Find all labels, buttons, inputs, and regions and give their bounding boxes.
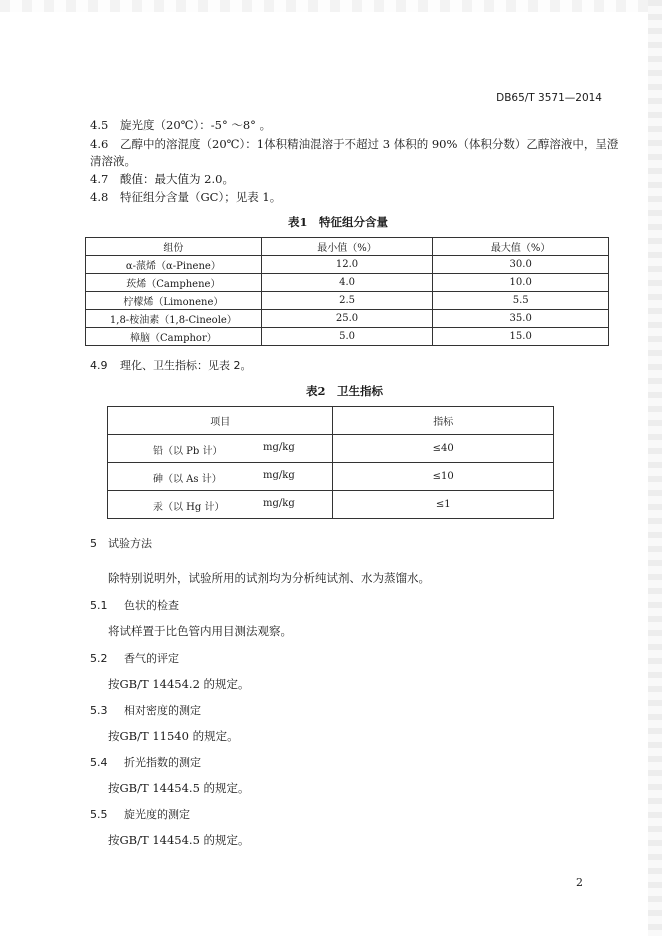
section-title: 旋光度的测定 (124, 808, 190, 821)
item-unit: mg/kg (263, 442, 295, 453)
component-name: 1,8-桉油素（1,8-Cineole） (86, 310, 262, 328)
table-row (86, 328, 609, 346)
clause-text: 旋光度（20℃）：-5° ～8° 。 (120, 118, 272, 132)
item-unit: mg/kg (263, 498, 295, 509)
column-header: 最小值（%） (261, 238, 433, 256)
section-number: 5 (90, 537, 97, 550)
section-number: 5.3 (90, 704, 108, 717)
column-header: 组份 (86, 238, 262, 256)
item-name: 砷（以 As 计） (153, 474, 222, 485)
limit-value: ≤10 (333, 463, 554, 491)
clause-text: 特征组分含量（GC）；见表 1。 (120, 190, 282, 204)
table-header-row (108, 407, 554, 435)
clause-text: 乙醇中的溶混度（20℃）：1体积精油混溶于不超过 3 体积的 90%（体积分数）乙醇溶液中，呈澄 (120, 137, 619, 151)
max-value: 15.0 (433, 328, 609, 346)
section-title: 相对密度的测定 (124, 704, 201, 717)
section-number: 5.1 (90, 599, 108, 612)
component-name: 莰烯（Camphene） (86, 274, 262, 292)
subsection-5-3-body: 按GB/T 11540 的规定。 (108, 729, 239, 743)
table-row (86, 310, 609, 328)
item-name: 汞（以 Hg 计） (153, 502, 225, 513)
table-row (108, 491, 554, 519)
min-value: 12.0 (261, 256, 433, 274)
subsection-5-2-body: 按GB/T 14454.2 的规定。 (108, 677, 250, 691)
document-code: DB65/T 3571—2014 (496, 92, 602, 104)
max-value: 30.0 (433, 256, 609, 274)
min-value: 25.0 (261, 310, 433, 328)
table-row (108, 435, 554, 463)
clause-4-6-continuation: 清溶液。 (90, 154, 136, 168)
clause-number: 4.8 (90, 190, 109, 204)
item-cell (108, 491, 333, 519)
limit-value: ≤40 (333, 435, 554, 463)
scan-edge-top (0, 0, 662, 12)
min-value: 5.0 (261, 328, 433, 346)
table-header-row (86, 238, 609, 256)
max-value: 5.5 (433, 292, 609, 310)
clause-text: 酸值：最大值为 2.0。 (120, 172, 234, 186)
item-cell (108, 463, 333, 491)
clause-4-5 (90, 117, 271, 133)
item-unit: mg/kg (263, 470, 295, 481)
max-value: 10.0 (433, 274, 609, 292)
column-header: 指标 (333, 407, 554, 435)
subsection-5-5-heading (90, 806, 190, 822)
clause-4-6 (90, 136, 618, 152)
section-title: 香气的评定 (124, 652, 179, 665)
subsection-5-5-body: 按GB/T 14454.5 的规定。 (108, 833, 250, 847)
section-title: 色状的检查 (124, 599, 179, 612)
section-number: 5.2 (90, 652, 108, 665)
section-title: 试验方法 (108, 537, 152, 550)
subsection-5-4-heading (90, 754, 201, 770)
component-name: 柠檬烯（Limonene） (86, 292, 262, 310)
section-number: 5.4 (90, 756, 108, 769)
table-row (86, 292, 609, 310)
max-value: 35.0 (433, 310, 609, 328)
item-name: 铅（以 Pb 计） (153, 446, 223, 457)
subsection-5-1-heading (90, 597, 179, 613)
table-row (86, 274, 609, 292)
column-header: 项目 (108, 407, 333, 435)
component-content-table (85, 237, 609, 346)
min-value: 4.0 (261, 274, 433, 292)
table2-caption: 表2 卫生指标 (306, 384, 384, 398)
section-title: 折光指数的测定 (124, 756, 201, 769)
section-number: 5.5 (90, 808, 108, 821)
section-5-heading (90, 535, 152, 551)
subsection-5-3-heading (90, 702, 201, 718)
component-name: α-蒎烯（α-Pinene） (86, 256, 262, 274)
clause-number: 4.9 (90, 359, 108, 372)
scan-edge-right (648, 0, 662, 936)
hygiene-index-table (107, 406, 554, 519)
table1-caption: 表1 特征组分含量 (288, 215, 389, 229)
clause-number: 4.5 (90, 118, 109, 132)
clause-4-7 (90, 171, 234, 187)
item-cell (108, 435, 333, 463)
subsection-5-4-body: 按GB/T 14454.5 的规定。 (108, 781, 250, 795)
page-number: 2 (576, 876, 583, 889)
limit-value: ≤1 (333, 491, 554, 519)
column-header: 最大值（%） (433, 238, 609, 256)
clause-number: 4.7 (90, 172, 109, 186)
section-5-intro: 除特别说明外，试验所用的试剂均为分析纯试剂、水为蒸馏水。 (108, 571, 430, 585)
min-value: 2.5 (261, 292, 433, 310)
subsection-5-1-body: 将试样置于比色管内用目测法观察。 (108, 624, 292, 638)
clause-number: 4.6 (90, 137, 109, 151)
subsection-5-2-heading (90, 650, 179, 666)
clause-4-8 (90, 189, 281, 205)
table-row (86, 256, 609, 274)
component-name: 樟脑（Camphor） (86, 328, 262, 346)
table-row (108, 463, 554, 491)
clause-text: 理化、卫生指标：见表 2。 (120, 359, 252, 372)
clause-4-9 (90, 357, 252, 373)
